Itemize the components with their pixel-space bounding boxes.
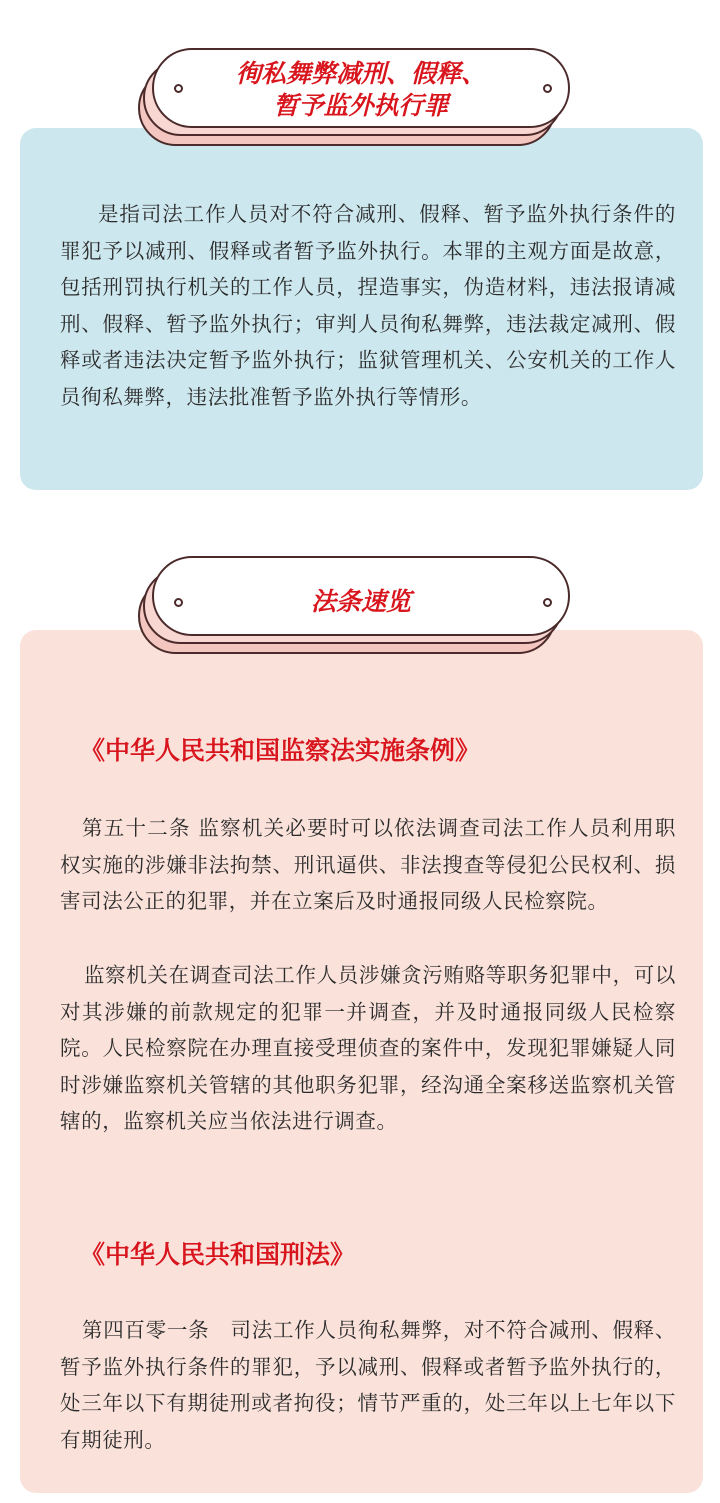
law-1-second-paragraph: 监察机关在调查司法工作人员涉嫌贪污贿赂等职务犯罪中，可以对其涉嫌的前款规定的犯罪一并调查，并及时通报同级人民检察院。人民检察院在办理直接受理侦查的案件中，发现犯罪嫌疑人同时涉嫌监察机关管辖的其他职务犯罪，经沟通全案移送监察机关管辖的，监察机关应当依法进行调查。 [60, 963, 676, 1133]
law-quick-view-banner [138, 556, 570, 656]
law-2-title: 《中华人民共和国刑法》 [80, 1240, 356, 1269]
law-quick-view-title: 法条速览 [310, 587, 411, 616]
law-1-title: 《中华人民共和国监察法实施条例》 [80, 736, 481, 765]
law-2-article-paragraph: 第四百零一条 司法工作人员徇私舞弊，对不符合减刑、假释、暂予监外执行条件的罪犯，予以减刑、假释或者暂予监外执行的，处三年以下有期徒刑或者拘役；情节严重的，处三年以上七年以下有期徒刑。 [60, 1318, 676, 1452]
law-1-article-paragraph: 第五十二条 监察机关必要时可以依法调查司法工作人员利用职权实施的涉嫌非法拘禁、刑讯逼供、非法搜查等侵犯公民权利、损害司法公正的犯罪，并在立案后及时通报同级人民检察院。 [60, 816, 676, 913]
section-title-line-1: 徇私舞弊减刑、假释、 [235, 59, 486, 88]
definition-paragraph: 是指司法工作人员对不符合减刑、假释、暂予监外执行条件的罪犯予以减刑、假释或者暂予监外执行。本罪的主观方面是故意，包括刑罚执行机关的工作人员，捏造事实，伪造材料，违法报请减刑、假释、暂予监外执行；审判人员徇私舞弊，违法裁定减刑、假释或者违法决定暂予监外执行；监狱管理机关、公安机关的工作人员徇私舞弊，违法批准暂予监外执行等情形。 [60, 202, 676, 409]
section-title-line-2: 暂予监外执行罪 [273, 91, 449, 120]
section-title-banner [138, 48, 570, 148]
